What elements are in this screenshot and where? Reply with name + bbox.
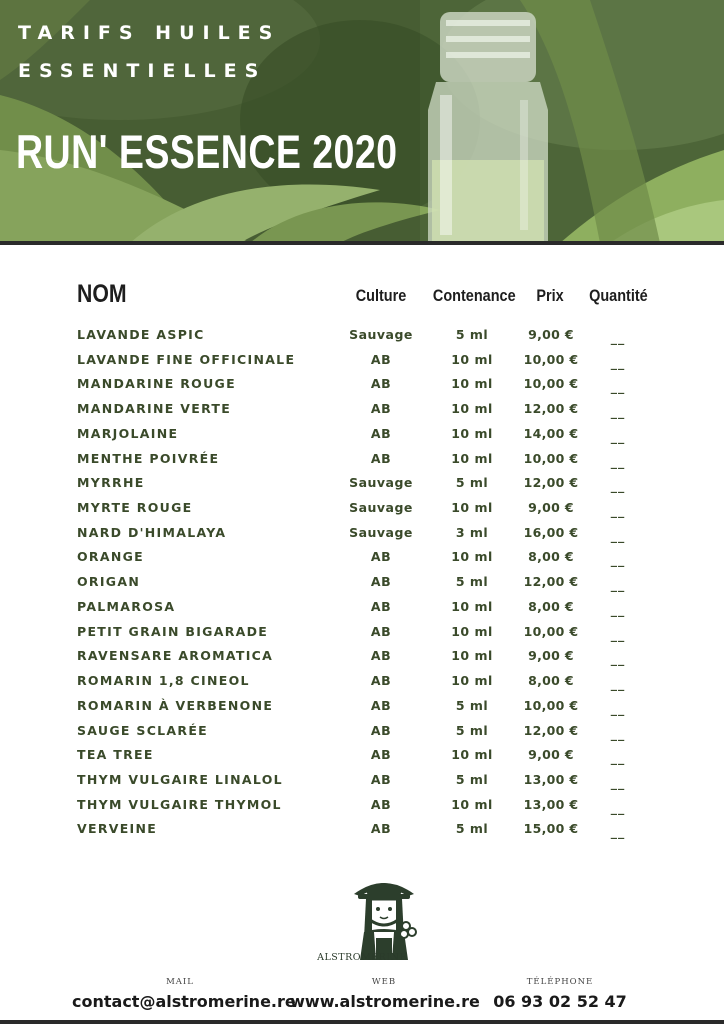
table-row (0, 769, 724, 794)
product-prix: 12,00 € (523, 475, 579, 491)
product-culture: AB (370, 648, 392, 664)
product-prix: 9,00 € (528, 327, 574, 342)
gardener-woman-icon (336, 868, 432, 964)
product-name: RAVENSARE AROMATICA (77, 648, 274, 664)
product-contenance: 5 ml (455, 475, 489, 491)
table-row (0, 373, 724, 398)
product-contenance: 5 ml (455, 574, 489, 590)
product-quantite[interactable]: __ (610, 676, 626, 692)
product-culture: AB (370, 401, 392, 417)
product-prix: 9,00 € (528, 648, 574, 664)
product-prix: 10,00 € (523, 697, 579, 713)
product-prix: 8,00 € (528, 673, 574, 689)
product-culture: Sauvage (349, 327, 413, 342)
header-banner (0, 0, 724, 243)
product-name: MANDARINE VERTE (77, 401, 232, 417)
product-name: THYM VULGAIRE LINALOL (77, 771, 283, 787)
product-name: MENTHE POIVRÉE (77, 450, 220, 466)
product-contenance: 10 ml (451, 376, 493, 392)
product-prix: 8,00 € (528, 598, 574, 614)
product-quantite[interactable]: __ (610, 750, 626, 766)
product-quantite[interactable]: __ (610, 478, 626, 494)
product-culture: AB (370, 598, 392, 614)
product-contenance: 10 ml (451, 450, 493, 466)
product-culture: AB (370, 821, 392, 837)
product-quantite[interactable]: __ (610, 503, 626, 519)
product-culture: AB (370, 623, 392, 639)
product-prix: 12,00 € (523, 574, 579, 590)
product-quantite[interactable]: __ (610, 774, 626, 790)
product-culture: AB (370, 574, 392, 590)
product-name: PETIT GRAIN BIGARADE (77, 623, 269, 639)
product-contenance: 5 ml (455, 697, 489, 713)
product-name: ORIGAN (77, 574, 141, 590)
product-name: LAVANDE FINE OFFICINALE (77, 351, 296, 367)
table-row (0, 695, 724, 720)
product-name: PALMAROSA (77, 598, 176, 614)
mail-link[interactable]: contact@alstromerine.re (72, 992, 296, 1011)
product-name: ROMARIN 1,8 CINEOL (77, 673, 250, 689)
price-table (0, 324, 724, 843)
product-prix: 16,00 € (523, 524, 579, 540)
product-prix: 15,00 € (523, 821, 579, 837)
product-prix: 13,00 € (523, 796, 579, 812)
product-prix: 13,00 € (523, 771, 579, 787)
product-culture: AB (370, 747, 392, 763)
table-row (0, 645, 724, 670)
column-header-prix: Prix (536, 286, 564, 305)
product-name: MARJOLAINE (77, 425, 179, 441)
header-subtitle-line1: TARIFS HUILES (18, 22, 281, 44)
table-row (0, 472, 724, 497)
product-culture: AB (370, 796, 392, 812)
table-row (0, 744, 724, 769)
product-quantite[interactable]: __ (610, 330, 626, 345)
product-name: SAUGE SCLARÉE (77, 722, 209, 738)
product-contenance: 10 ml (451, 648, 493, 664)
product-contenance: 10 ml (451, 351, 493, 367)
product-name: ORANGE (77, 549, 144, 565)
product-contenance: 10 ml (451, 401, 493, 417)
product-quantite[interactable]: __ (610, 428, 626, 444)
table-row (0, 324, 724, 349)
table-row (0, 497, 724, 522)
product-quantite[interactable]: __ (610, 404, 626, 420)
product-quantite[interactable]: __ (610, 651, 626, 667)
product-contenance: 5 ml (455, 327, 489, 342)
product-culture: Sauvage (349, 500, 413, 516)
product-culture: AB (370, 376, 392, 392)
table-row (0, 794, 724, 819)
product-contenance: 5 ml (455, 771, 489, 787)
web-link[interactable]: www.alstromerine.re (290, 992, 480, 1011)
product-name: ROMARIN À VERBENONE (77, 697, 274, 713)
table-row (0, 818, 724, 843)
product-contenance: 3 ml (455, 524, 489, 540)
product-name: MYRTE ROUGE (77, 500, 193, 516)
product-culture: AB (370, 351, 392, 367)
table-row (0, 398, 724, 423)
product-contenance: 10 ml (451, 796, 493, 812)
product-prix: 10,00 € (523, 376, 579, 392)
column-header-nom: NOM (77, 280, 127, 308)
column-header-contenance: Contenance (432, 286, 516, 305)
table-row (0, 670, 724, 695)
product-culture: AB (370, 549, 392, 565)
phone-label: TÉLÉPHONE (526, 977, 594, 987)
logo-name: ALSTROMERINE (317, 952, 407, 963)
table-row (0, 571, 724, 596)
web-label: WEB (371, 977, 397, 987)
product-culture: AB (370, 673, 392, 689)
product-contenance: 10 ml (451, 673, 493, 689)
product-contenance: 10 ml (451, 747, 493, 763)
product-name: TEA TREE (77, 747, 154, 763)
product-contenance: 10 ml (451, 549, 493, 565)
column-header-quantite: Quantité (589, 286, 648, 305)
product-quantite[interactable]: __ (610, 799, 626, 815)
table-row (0, 621, 724, 646)
product-name: VERVEINE (77, 821, 158, 837)
product-contenance: 10 ml (451, 623, 493, 639)
column-header-culture: Culture (355, 286, 407, 305)
product-prix: 10,00 € (523, 351, 579, 367)
product-name: THYM VULGAIRE THYMOL (77, 796, 282, 812)
product-contenance: 10 ml (451, 425, 493, 441)
product-culture: AB (370, 450, 392, 466)
table-row (0, 596, 724, 621)
product-prix: 8,00 € (528, 549, 574, 565)
product-contenance: 5 ml (455, 821, 489, 837)
header-subtitle-line2: ESSENTIELLES (18, 60, 267, 82)
product-quantite[interactable]: __ (610, 601, 626, 617)
product-quantite[interactable]: __ (610, 700, 626, 716)
product-prix: 14,00 € (523, 425, 579, 441)
header-divider (0, 241, 724, 245)
product-prix: 9,00 € (528, 747, 574, 763)
product-name: MANDARINE ROUGE (77, 376, 236, 392)
product-contenance: 5 ml (455, 722, 489, 738)
product-prix: 12,00 € (523, 401, 579, 417)
product-contenance: 10 ml (451, 500, 493, 516)
product-quantite[interactable]: __ (610, 824, 626, 840)
mail-label: MAIL (166, 977, 194, 987)
product-culture: AB (370, 771, 392, 787)
product-culture: AB (370, 722, 392, 738)
product-culture: AB (370, 425, 392, 441)
table-row (0, 522, 724, 547)
product-quantite[interactable]: __ (610, 453, 626, 469)
table-row (0, 423, 724, 448)
product-name: LAVANDE ASPIC (77, 327, 205, 342)
product-quantite[interactable]: __ (610, 354, 626, 370)
product-quantite[interactable]: __ (610, 725, 626, 741)
product-prix: 9,00 € (528, 500, 574, 516)
table-row (0, 546, 724, 571)
product-prix: 12,00 € (523, 722, 579, 738)
table-row (0, 349, 724, 374)
table-row (0, 720, 724, 745)
product-quantite[interactable]: __ (610, 577, 626, 593)
product-prix: 10,00 € (523, 623, 579, 639)
footer-divider (0, 1020, 724, 1024)
phone-number[interactable]: 06 93 02 52 47 (493, 992, 627, 1011)
product-quantite[interactable]: __ (610, 379, 626, 395)
page-title: RUN' ESSENCE 2020 (16, 125, 398, 178)
product-name: NARD D'HIMALAYA (77, 524, 227, 540)
product-quantite[interactable]: __ (610, 527, 626, 543)
table-row (0, 448, 724, 473)
product-prix: 10,00 € (523, 450, 579, 466)
product-name: MYRRHE (77, 475, 145, 491)
product-culture: AB (370, 697, 392, 713)
product-culture: Sauvage (349, 524, 413, 540)
product-contenance: 10 ml (451, 598, 493, 614)
product-quantite[interactable]: __ (610, 552, 626, 568)
product-quantite[interactable]: __ (610, 626, 626, 642)
product-culture: Sauvage (349, 475, 413, 491)
